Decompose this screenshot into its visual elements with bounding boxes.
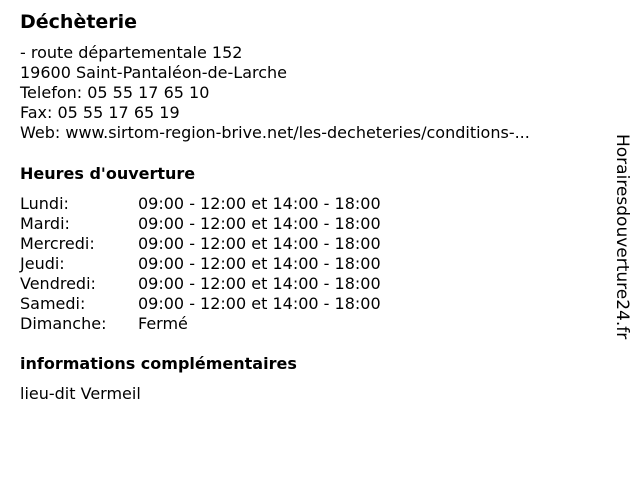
hours-row-sunday (20, 314, 440, 334)
phone-number: Telefon: 05 55 17 65 10 (20, 83, 210, 102)
day-times: 09:00 - 12:00 et 14:00 - 18:00 (138, 194, 381, 213)
website-link[interactable]: Web: www.sirtom-region-brive.net/les-decheteries/conditions-... (20, 123, 530, 142)
day-label: Lundi: (20, 194, 69, 213)
day-label: Mercredi: (20, 234, 95, 253)
opening-hours-table (20, 194, 440, 334)
hours-heading: Heures d'ouverture (20, 164, 196, 183)
day-times: 09:00 - 12:00 et 14:00 - 18:00 (138, 294, 381, 313)
day-label: Jeudi: (20, 254, 65, 273)
hours-row-thursday (20, 254, 440, 274)
day-times: Fermé (138, 314, 188, 333)
fax-number: Fax: 05 55 17 65 19 (20, 103, 180, 122)
day-times: 09:00 - 12:00 et 14:00 - 18:00 (138, 254, 381, 273)
day-times: 09:00 - 12:00 et 14:00 - 18:00 (138, 214, 381, 233)
info-heading: informations complémentaires (20, 354, 297, 373)
info-text: lieu-dit Vermeil (20, 384, 141, 403)
address-city: 19600 Saint-Pantaléon-de-Larche (20, 63, 288, 82)
day-times: 09:00 - 12:00 et 14:00 - 18:00 (138, 274, 381, 293)
day-label: Mardi: (20, 214, 70, 233)
day-times: 09:00 - 12:00 et 14:00 - 18:00 (138, 234, 381, 253)
hours-row-monday (20, 194, 440, 214)
address-block (20, 43, 530, 143)
hours-row-saturday (20, 294, 440, 314)
page-title: Déchèterie (20, 11, 138, 33)
address-street: - route départementale 152 (20, 43, 243, 62)
site-watermark: Horairesdouverture24.fr (612, 134, 632, 340)
day-label: Samedi: (20, 294, 86, 313)
hours-row-friday (20, 274, 440, 294)
hours-row-tuesday (20, 214, 440, 234)
day-label: Dimanche: (20, 314, 107, 333)
hours-row-wednesday (20, 234, 440, 254)
day-label: Vendredi: (20, 274, 96, 293)
